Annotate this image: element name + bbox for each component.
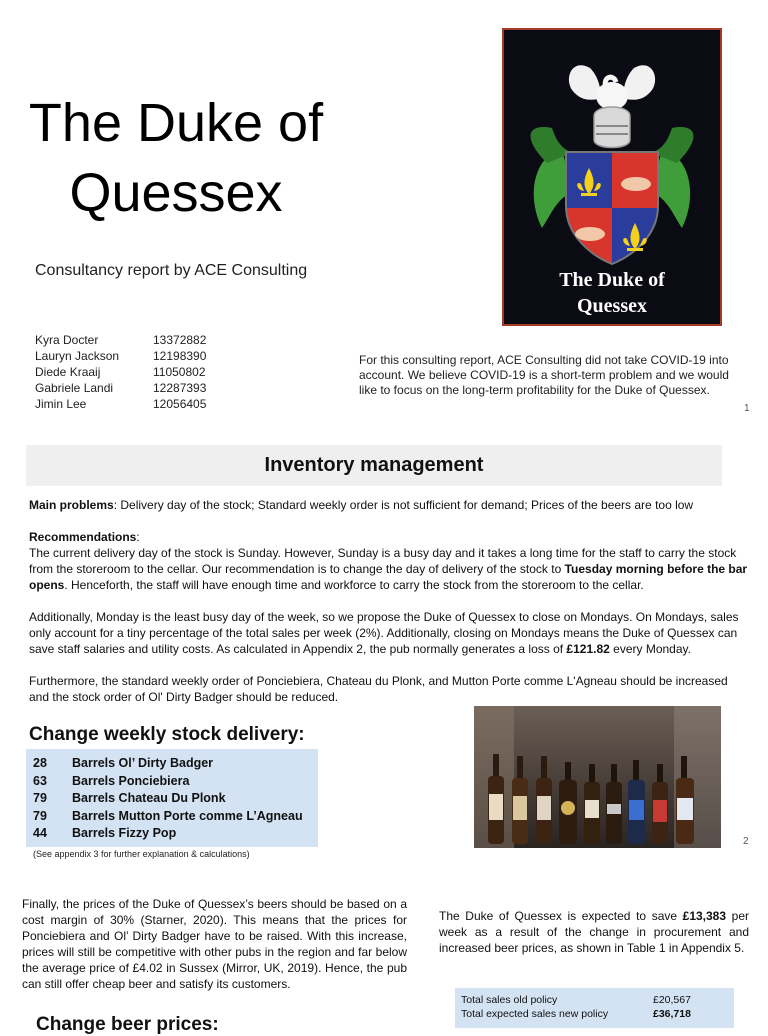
- para1-text-end: . Henceforth, the staff will have enough time and workforce to carry the stock from the storeroom to the cellar.: [64, 578, 644, 592]
- sales-label: Total sales old policy: [461, 994, 558, 1006]
- title-line-1: The Duke of: [28, 93, 324, 153]
- report-title: [0, 88, 352, 228]
- prices-paragraph: Finally, the prices of the Duke of Quessex’s beers should be based on a cost margin of 30% (Starner, 2020). This means that the prices for Ponciebiera and Ol’ Dirty Badger have to be raised. With this increase, prices will still be competitive with other pubs in the region and far below the average price of £4.02 in Sussex (Mirror, UK, 2019). Hence, the pub can still offer cheap beer and satisfy its customers.: [22, 897, 407, 991]
- stock-row: [33, 790, 318, 808]
- stock-qty: 44: [33, 826, 47, 841]
- author-name: Diede Kraaij: [35, 365, 101, 379]
- sales-row: [461, 993, 728, 1007]
- beer-bottles-photo: [474, 706, 721, 848]
- beer-prices-heading: Change beer prices:: [36, 1014, 219, 1035]
- author-name: Lauryn Jackson: [35, 349, 120, 363]
- section-heading: Inventory management: [264, 454, 484, 476]
- stock-qty: 79: [33, 808, 47, 823]
- recommendations-paragraph: [29, 529, 749, 593]
- stock-row: [33, 808, 318, 826]
- author-id: 11050802: [153, 365, 206, 379]
- sales-value: £36,718: [653, 1008, 691, 1020]
- sales-summary-box: [455, 988, 734, 1028]
- logo-caption-line-1: The Duke of: [559, 269, 665, 291]
- section-header-band: [26, 445, 722, 486]
- recommendations-label: Recommendations: [29, 530, 137, 544]
- savings-amount: £13,383: [682, 909, 727, 923]
- helmet-icon: [594, 107, 630, 148]
- order-paragraph: Furthermore, the standard weekly order of Ponciebiera, Chateau du Plonk, and Mutton Porte comme L'Agneau should be increased and the stock order of Ol' Dirty Badger should be reduced.: [29, 674, 728, 704]
- para1-text: The current delivery day of the stock is Sunday. However, Sunday is a busy day and it takes a long time for the staff to carry the stock from the storeroom to the cellar. Our recommendation is to change the day of delivery of the stock to: [29, 546, 737, 576]
- author-row: [35, 348, 206, 364]
- savings-text-end: per week as a result of the change in procurement and increased beer prices, as shown in Table 1 in Appendix 5.: [439, 909, 749, 955]
- stock-delivery-box: [26, 749, 318, 847]
- stock-item: Barrels Mutton Porte comme L’Agneau: [72, 808, 303, 823]
- stock-qty: 63: [33, 773, 47, 788]
- stock-item: Barrels Fizzy Pop: [72, 826, 177, 841]
- report-subtitle: Consultancy report by ACE Consulting: [35, 262, 308, 279]
- author-name: Gabriele Landi: [35, 381, 114, 395]
- sales-label: Total expected sales new policy: [461, 1008, 609, 1020]
- stock-row: [33, 755, 318, 773]
- main-problems-text: : Delivery day of the stock; Standard weekly order is not sufficient for demand; Prices of the beers are too low: [113, 498, 694, 512]
- author-row: [35, 396, 206, 412]
- recommendations-colon: :: [136, 530, 140, 544]
- inventory-body: [29, 497, 749, 721]
- sales-row: [461, 1007, 728, 1021]
- author-id: 12287393: [153, 381, 207, 395]
- para2-text: Additionally, Monday is the least busy day of the week, so we propose the Duke of Quessex to close on Mondays. On Mondays, sales only account for a tiny percentage of the total sales per week (2%). Additionally, closing on Mondays means the Duke of Quessex can save staff salaries and utility costs. As calculated in Appendix 2, the pub normally generates a loss of: [29, 610, 739, 656]
- author-id: 12198390: [153, 349, 207, 363]
- author-name: Kyra Docter: [35, 333, 99, 347]
- author-row: [35, 364, 206, 380]
- author-id: 12056405: [153, 397, 207, 411]
- stock-qty: 28: [33, 756, 47, 770]
- monday-paragraph: [29, 609, 749, 657]
- author-name: Jimin Lee: [35, 397, 87, 411]
- stock-item: Barrels Ol’ Dirty Badger: [72, 756, 214, 770]
- stock-qty: 79: [33, 791, 47, 806]
- savings-paragraph: [439, 908, 749, 956]
- delivery-heading: Change weekly stock delivery:: [29, 724, 305, 745]
- covid-disclaimer: For this consulting report, ACE Consulting did not take COVID-19 into account. We believe COVID-19 is a short-term problem and we would like to focus on the long-term profitability for the Duke of Quessex.: [359, 353, 729, 397]
- stock-item: Barrels Chateau Du Plonk: [72, 791, 226, 806]
- stock-row: [33, 825, 318, 843]
- page-number-1: 1: [744, 403, 750, 414]
- page-number-2: 2: [743, 836, 749, 847]
- author-list: [35, 332, 206, 412]
- stock-footnote: (See appendix 3 for further explanation & calculations): [33, 849, 250, 859]
- main-problems-paragraph: [29, 497, 749, 513]
- stock-row: [33, 773, 318, 791]
- author-row: [35, 380, 206, 396]
- author-row: [35, 332, 206, 348]
- stock-item: Barrels Ponciebiera: [72, 773, 190, 788]
- para2-text-end: every Monday.: [609, 642, 691, 656]
- main-problems-label: Main problems: [29, 498, 114, 512]
- pub-logo: [502, 28, 722, 326]
- para2-bold: £121.82: [566, 642, 610, 656]
- savings-text: The Duke of Quessex is expected to save: [439, 909, 683, 923]
- swan-body-icon: [596, 82, 628, 110]
- logo-caption-line-2: Quessex: [577, 295, 647, 317]
- author-id: 13372882: [153, 333, 207, 347]
- sales-value: £20,567: [653, 994, 691, 1006]
- para1-bold: Tuesday morning before the bar opens: [29, 562, 748, 592]
- title-line-2: Quessex: [69, 163, 283, 223]
